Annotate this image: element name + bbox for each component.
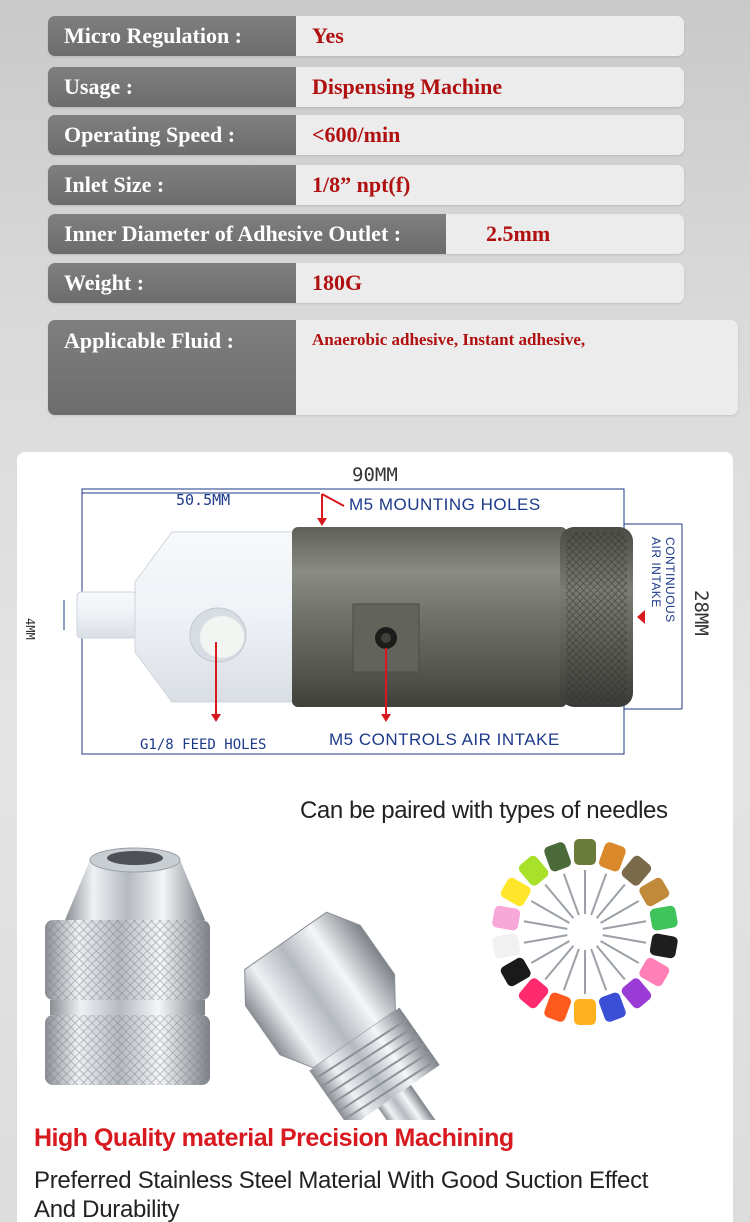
needle-hub <box>517 854 551 888</box>
spec-row-weight <box>48 263 684 303</box>
spec-value: 2.5mm <box>446 214 684 254</box>
section-heading: High Quality material Precision Machining <box>34 1124 514 1152</box>
spec-row-inner-diameter <box>48 214 684 254</box>
needles-caption: Can be paired with types of needles <box>300 797 668 824</box>
needle-shaft <box>601 901 639 923</box>
section-body: Preferred Stainless Steel Material With Good Suction Effect And Durability <box>34 1167 649 1222</box>
needle-shaft <box>603 935 646 943</box>
needle-hub <box>649 905 678 931</box>
nozzle-dim-label: 4MM <box>23 618 37 640</box>
m5-mounting-label: M5 MOUNTING HOLES <box>349 495 541 514</box>
overall-length-label: 90MM <box>352 464 398 486</box>
needle-hub <box>492 905 521 931</box>
spec-label: Applicable Fluid : <box>48 320 296 415</box>
needle-hub <box>620 854 654 888</box>
needle-hub <box>649 933 678 959</box>
needle-hub <box>574 999 596 1025</box>
spec-label: Operating Speed : <box>48 115 296 155</box>
needles-image <box>450 832 720 1042</box>
stainless-fittings-image <box>20 840 450 1120</box>
needle-hub <box>543 841 573 873</box>
spec-value: <600/min <box>296 115 684 155</box>
spec-value: 180G <box>296 263 684 303</box>
needle-hub <box>598 841 628 873</box>
needle-shaft <box>601 941 639 963</box>
spec-label: Inner Diameter of Adhesive Outlet : <box>48 214 446 254</box>
spec-label: Micro Regulation : <box>48 16 296 56</box>
needle-shaft <box>603 921 646 929</box>
needle-shaft <box>531 941 569 963</box>
needle-hub <box>499 956 533 988</box>
needle-burst <box>492 839 679 1025</box>
needle-hub <box>517 976 551 1010</box>
spec-row-operating-speed <box>48 115 684 155</box>
spec-label: Usage : <box>48 67 296 107</box>
needle-hub <box>543 991 573 1023</box>
needle-hub <box>598 991 628 1023</box>
diameter-label: 28MM <box>690 590 712 636</box>
needle-shaft <box>531 901 569 923</box>
spec-value: Anaerobic adhesive, Instant adhesive, <box>296 320 738 415</box>
spec-label: Inlet Size : <box>48 165 296 205</box>
needle-hub <box>620 976 654 1010</box>
needle-hub <box>574 839 596 865</box>
spec-row-micro-regulation <box>48 16 684 56</box>
control-air-label: M5 CONTROLS AIR INTAKE <box>329 730 560 749</box>
spec-row-usage <box>48 67 684 107</box>
needle-hub <box>638 956 672 988</box>
needle-hub <box>492 933 521 959</box>
feed-holes-label: G1/8 FEED HOLES <box>140 737 267 753</box>
spec-value: Yes <box>296 16 684 56</box>
body-length-label: 50.5MM <box>176 491 231 509</box>
needle-hub <box>499 876 533 908</box>
needle-hub <box>638 876 672 908</box>
spec-row-applicable-fluid <box>48 320 738 415</box>
continuous-air-label: CONTINUOUS AIR INTAKE <box>649 537 677 623</box>
spec-value: Dispensing Machine <box>296 67 684 107</box>
spec-row-inlet-size <box>48 165 684 205</box>
needle-shaft <box>524 921 567 929</box>
needle-shaft <box>524 935 567 943</box>
spec-value: 1/8” npt(f) <box>296 165 684 205</box>
spec-label: Weight : <box>48 263 296 303</box>
